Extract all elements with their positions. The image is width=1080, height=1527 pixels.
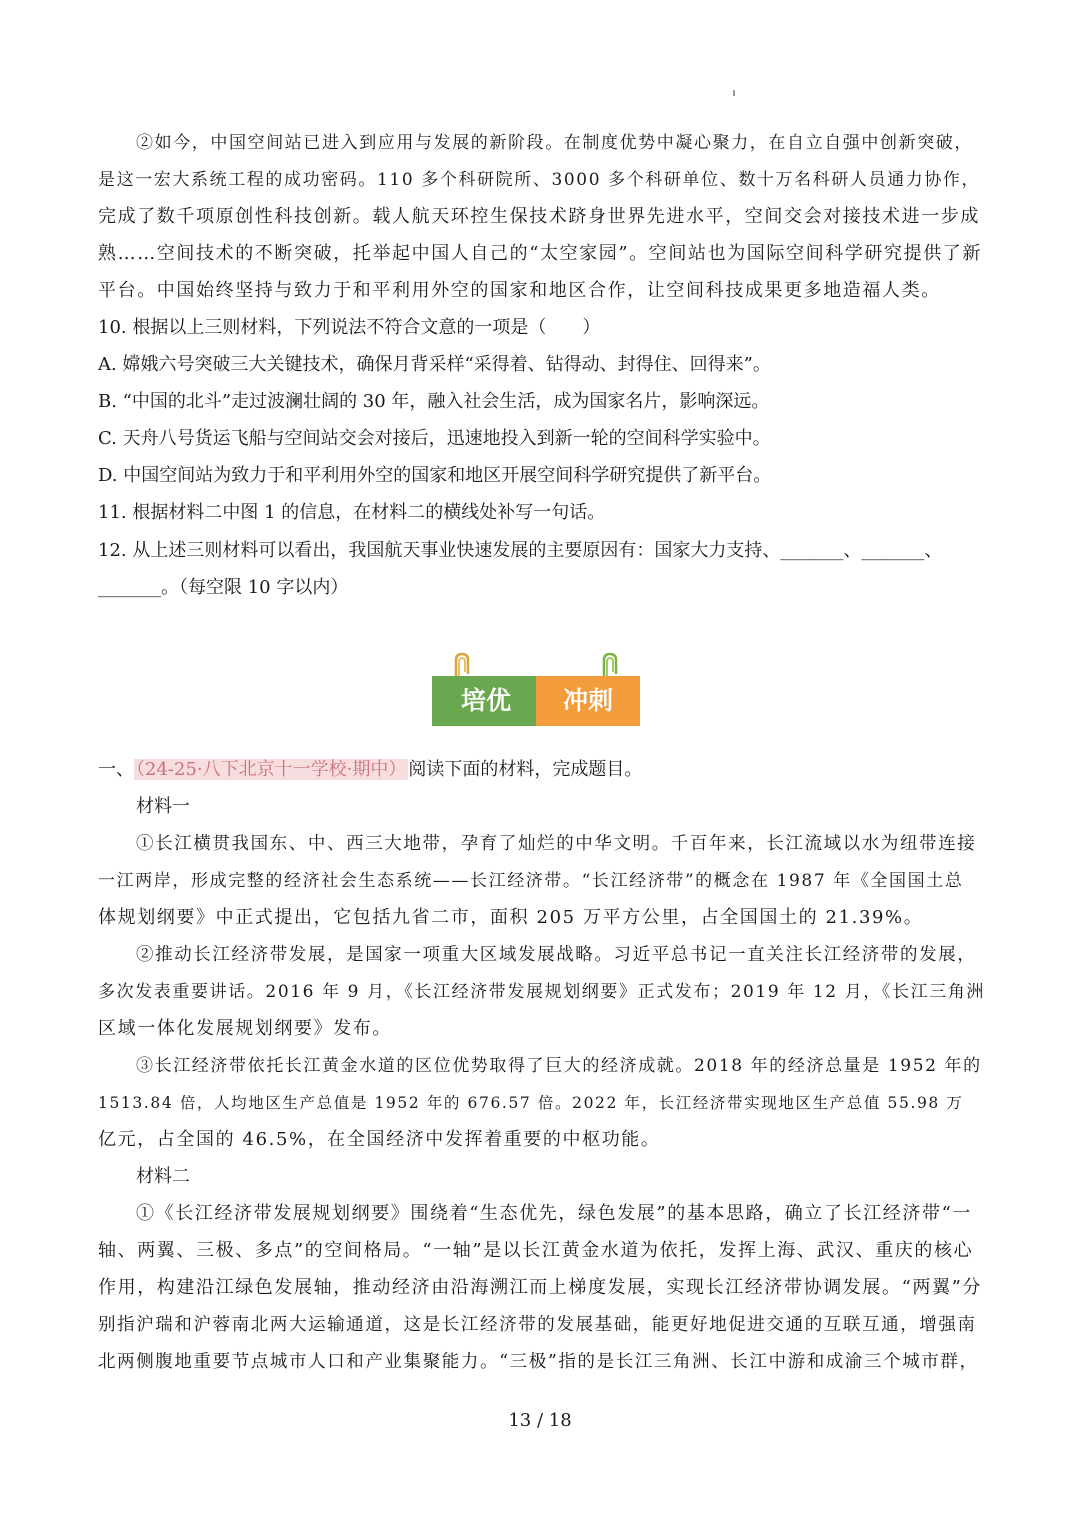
source-tag: （24-25·八下北京十一学校·期中）: [136, 759, 407, 780]
option-c: C. 天舟八号货运飞船与空间站交会对接后，迅速地投入到新一轮的空间科学实验中。: [98, 428, 771, 449]
material-line: 一江两岸，形成完整的经济社会生态系统——长江经济带。“长江经济带”的概念在 1987 年《全国国土总: [98, 871, 964, 891]
question-11: 11. 根据材料二中图 1 的信息，在材料二的横线处补写一句话。: [98, 502, 606, 523]
material-line: 亿元，占全国的 46.5%，在全国经济中发挥着重要的中枢功能。: [98, 1129, 661, 1150]
badge-right-text: 冲刺: [536, 676, 640, 726]
passage-line: 完成了数千项原创性科技创新。载人航天环控生保技术跻身世界先进水平，空间交会对接技术进一步成: [98, 206, 980, 227]
material-line: 多次发表重要讲话。2016 年 9 月，《长江经济带发展规划纲要》正式发布；2019 年 12 月，《长江三角洲: [98, 982, 985, 1002]
question-12: 12. 从上述三则材料可以看出，我国航天事业快速发展的主要原因有：国家大力支持、_______、_______、: [98, 540, 943, 561]
material-line: ②推动长江经济带发展，是国家一项重大区域发展战略。习近平总书记一直关注长江经济带的发展，: [136, 945, 977, 965]
page-number: 13 / 18: [508, 1410, 572, 1431]
passage-line: 熟……空间技术的不断突破，托举起中国人自己的“太空家园”。空间站也为国际空间科学研究提供了新: [98, 243, 982, 264]
material-line: 作用，构建沿江绿色发展轴，推动经济由沿海溯江而上梯度发展，实现长江经济带协调发展。“两翼”分: [98, 1277, 982, 1298]
passage-line: 平台。中国始终坚持与致力于和平利用外空的国家和地区合作，让空间科技成果更多地造福人类。: [98, 280, 941, 301]
badge-left-text: 培优: [432, 676, 540, 726]
material-line: ③长江经济带依托长江黄金水道的区位优势取得了巨大的经济成就。2018 年的经济总量是 1952 年的: [136, 1056, 982, 1076]
passage-line: ②如今，中国空间站已进入到应用与发展的新阶段。在制度优势中凝心聚力，在自立自强中创新突破，: [136, 133, 973, 153]
passage-line: 是这一宏大系统工程的成功密码。110 多个科研院所、3000 多个科研单位、数十万名科研人员通力协作，: [98, 170, 981, 190]
material-heading: 材料二: [136, 1166, 190, 1187]
material-line: 区域一体化发展规划纲要》发布。: [98, 1018, 392, 1039]
section-badge: [432, 652, 640, 726]
question-10: 10. 根据以上三则材料，下列说法不符合文意的一项是（ ）: [98, 317, 601, 338]
option-a: A. 嫦娥六号突破三大关键技术，确保月背采样“采得着、钻得动、封得住、回得来”。: [98, 354, 771, 375]
material-heading: 材料一: [136, 796, 190, 817]
material-line: ①长江横贯我国东、中、西三大地带，孕育了灿烂的中华文明。千百年来，长江流域以水为纽带连接: [136, 834, 977, 854]
material-line: ①《长江经济带发展规划纲要》围绕着“生态优先，绿色发展”的基本思路，确立了长江经济带“一: [136, 1203, 973, 1224]
section-heading: [98, 757, 642, 783]
material-line: 体规划纲要》中正式提出，它包括九省二市，面积 205 万平方公里，占全国国土的 21.39%。: [98, 907, 924, 928]
option-b: B. “中国的北斗”走过波澜壮阔的 30 年，融入社会生活，成为国家名片，影响深远。: [98, 391, 770, 412]
question-12-cont: _______。（每空限 10 字以内）: [98, 577, 349, 598]
section-number: 一、: [98, 759, 134, 780]
page-mark: [733, 90, 735, 96]
material-line: 别指沪瑞和沪蓉南北两大运输通道，这是长江经济带的发展基础，能更好地促进交通的互联互通，增强南: [98, 1315, 977, 1335]
material-line: 1513.84 倍，人均地区生产总值是 1952 年的 676.57 倍。2022 年，长江经济带实现地区生产总值 55.98 万: [98, 1094, 964, 1112]
material-line: 轴、两翼、三极、多点”的空间格局。“一轴”是以长江黄金水道为依托，发挥上海、武汉、重庆的核心: [98, 1240, 974, 1261]
material-line: 北两侧腹地重要节点城市人口和产业集聚能力。“三极”指的是长江三角洲、长江中游和成渝三个城市群，: [98, 1352, 979, 1372]
option-d: D. 中国空间站为致力于和平利用外空的国家和地区开展空间科学研究提供了新平台。: [98, 465, 772, 486]
section-instruction: 阅读下面的材料，完成题目。: [408, 759, 643, 780]
